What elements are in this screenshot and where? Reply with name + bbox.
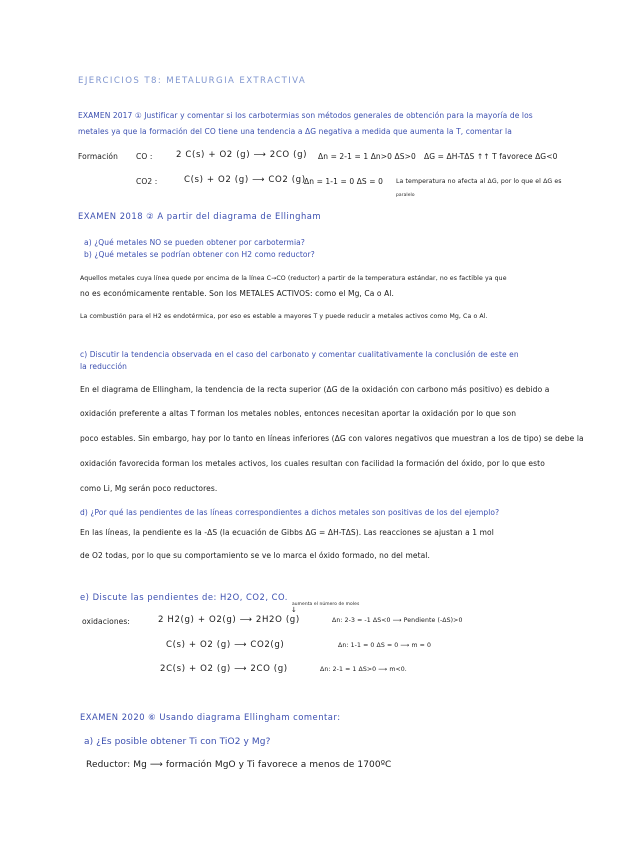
exam-2017-line-1: EXAMEN 2017 ① Justificar y comentar si los carbotermias son métodos generales de obtención para la mayoría de los <box>78 111 533 120</box>
page-title: EJERCICIOS T8: METALURGIA EXTRACTIVA <box>78 76 307 86</box>
answer-c-line-4: oxidación favorecida forman los metales activos, los cuales resultan con facilidad la formación del óxido, por lo que esto <box>80 459 545 468</box>
co2-label: CO2 : <box>136 177 158 186</box>
oxidaciones-label: oxidaciones: <box>82 617 131 626</box>
exam-2018-question-b: b) ¿Qué metales se podrían obtener con H2 como reductor? <box>84 250 315 259</box>
question-c-line-2: la reducción <box>80 362 127 371</box>
answer-a-line-2: no es económicamente rentable. Son los METALES ACTIVOS: como el Mg, Ca o Al. <box>80 289 394 298</box>
exam-2020-answer: Reductor: Mg ⟶ formación MgO y Ti favorece a menos de 1700ºC <box>86 760 392 770</box>
question-e: e) Discute las pendientes de: H2O, CO2, CO. <box>80 592 288 602</box>
exam-2018-question-a: a) ¿Qué metales NO se pueden obtener por carbotermia? <box>84 238 305 247</box>
answer-d-line-1: En las líneas, la pendiente es la -ΔS (la ecuación de Gibbs ΔG = ΔH-TΔS). Las reacciones se ajustan a 1 mol <box>80 528 494 537</box>
exam-2020-heading: EXAMEN 2020 ⑥ Usando diagrama Ellingham comentar: <box>80 712 341 722</box>
annotation-arrow: ↓ <box>291 606 297 614</box>
exam-2020-question-a: a) ¿Es posible obtener Ti con TiO2 y Mg? <box>84 737 271 747</box>
exam-2018-heading: EXAMEN 2018 ② A partir del diagrama de Ellingham <box>78 211 322 221</box>
co-equation: 2 C(s) + O2 (g) ⟶ 2CO (g) <box>176 150 308 160</box>
co2-note-1: La temperatura no afecta al ΔG, por lo que el ΔG es <box>396 178 562 185</box>
question-c-line-1: c) Discutir la tendencia observada en el caso del carbonato y comentar cualitativamente la conclusión de este en <box>80 350 519 359</box>
answer-a-line-1: Aquellos metales cuya línea quede por encima de la línea C→CO (reductor) a partir de la temperatura estándar, no es factible ya que <box>80 275 507 282</box>
co2-equation: C(s) + O2 (g) ⟶ CO2 (g) <box>184 175 306 185</box>
reaction-3-analysis: Δn: 2-1 = 1 ΔS>0 ⟶ m<0. <box>320 666 407 673</box>
answer-b-line-1: La combustión para el H2 es endotérmica, por eso es estable a mayores T y puede reducir a metales activos como Mg, Ca o Al. <box>80 313 488 320</box>
reaction-1-analysis: Δn: 2-3 = -1 ΔS<0 ⟶ Pendiente (-ΔS)>0 <box>332 617 463 624</box>
reaction-1-equation: 2 H2(g) + O2(g) ⟶ 2H2O (g) <box>158 615 300 625</box>
co2-delta-n: Δn = 1-1 = 0 ΔS = 0 <box>304 177 384 186</box>
reaction-2-equation: C(s) + O2 (g) ⟶ CO2(g) <box>166 640 285 650</box>
answer-c-line-1: En el diagrama de Ellingham, la tendencia de la recta superior (ΔG de la oxidación con carbono más positivo) es debido a <box>80 385 550 394</box>
formacion-label: Formación <box>78 152 118 161</box>
question-d: d) ¿Por qué las pendientes de las líneas correspondientes a dichos metales son positivas de los del ejemplo? <box>80 508 500 517</box>
co-label: CO : <box>136 152 153 161</box>
reaction-2-analysis: Δn: 1-1 = 0 ΔS = 0 ⟶ m = 0 <box>338 642 432 649</box>
co2-note-2: paralelo <box>396 193 415 198</box>
co-delta-g: ΔG = ΔH-TΔS ↑↑ T favorece ΔG<0 <box>424 152 558 161</box>
reaction-3-equation: 2C(s) + O2 (g) ⟶ 2CO (g) <box>160 664 288 674</box>
annotation-moles: aumenta el número de moles <box>292 602 360 607</box>
answer-c-line-2: oxidación preferente a altas T forman los metales nobles, entonces necesitan aportar la oxidación por lo que son <box>80 409 517 418</box>
co-delta-n: Δn = 2-1 = 1 Δn>0 ΔS>0 <box>318 152 416 161</box>
answer-c-line-3: poco estables. Sin embargo, hay por lo tanto en líneas inferiores (ΔG con valores negativos que muestran a los de tipo) se debe la <box>80 434 584 443</box>
answer-d-line-2: de O2 todas, por lo que su comportamiento se ve lo marca el óxido formado, no del metal. <box>80 551 430 560</box>
exam-2017-line-2: metales ya que la formación del CO tiene una tendencia a ΔG negativa a medida que aumenta la T, comentar la <box>78 127 512 136</box>
answer-c-line-5: como Li, Mg serán poco reductores. <box>80 484 218 493</box>
